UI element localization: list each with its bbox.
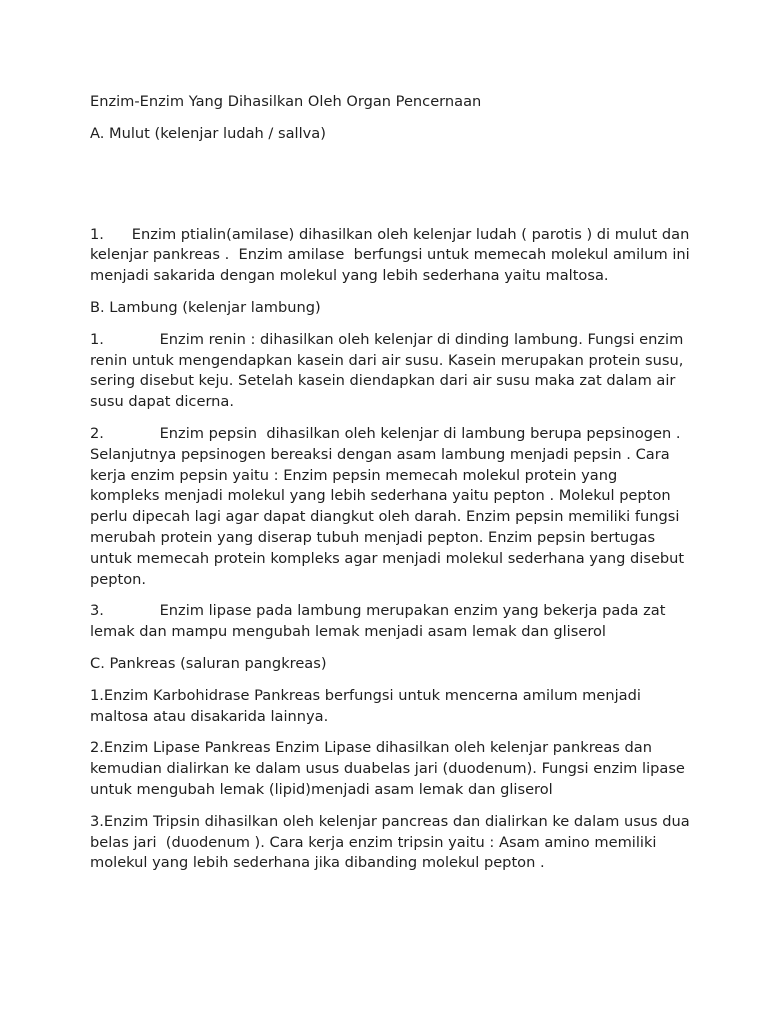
section-c-item-1: 1.Enzim Karbohidrase Pankreas berfungsi untuk mencerna amilum menjadi maltosa atau disakarida lainnya. xyxy=(90,686,646,725)
section-b-heading: B. Lambung (kelenjar lambung) xyxy=(90,298,321,316)
section-c-item-3: 3.Enzim Tripsin dihasilkan oleh kelenjar pancreas dan dialirkan ke dalam usus dua belas jari (duodenum ). Cara kerja enzim tripsin yaitu : Asam amino memiliki molekul yang lebih sederhana jika dibanding molekul pepton . xyxy=(90,812,695,872)
section-a-item-1: 1. Enzim ptialin(amilase) dihasilkan oleh kelenjar ludah ( parotis ) di mulut dan kelenjar pankreas . Enzim amilase berfungsi untuk memecah molekul amilum ini menjadi sakarida dengan molekul yang lebih sederhana yaitu maltosa. xyxy=(90,225,695,285)
blank-spacer xyxy=(90,156,690,225)
document-title: Enzim-Enzim Yang Dihasilkan Oleh Organ Pencernaan xyxy=(90,93,482,110)
section-c-item-2: 2.Enzim Lipase Pankreas Enzim Lipase dihasilkan oleh kelenjar pankreas dan kemudian dialirkan ke dalam usus duabelas jari (duodenum). Fungsi enzim lipase untuk mengubah lemak (lipid)menjadi asam lemak dan gliserol xyxy=(90,739,690,798)
section-a-heading: A. Mulut (kelenjar ludah / sallva) xyxy=(90,124,326,142)
section-b-item-1: 1. Enzim renin : dihasilkan oleh kelenjar di dinding lambung. Fungsi enzim renin untuk mengendapkan kasein dari air susu. Kasein merupakan protein susu, sering disebut keju. Setelah kasein diendapkan dari air susu maka zat dalam air susu dapat dicerna. xyxy=(90,330,688,411)
section-b-item-3: 3. Enzim lipase pada lambung merupakan enzim yang bekerja pada zat lemak dan mampu mengubah lemak menjadi asam lemak dan gliserol xyxy=(90,602,671,641)
document-page xyxy=(90,92,695,885)
section-b-item-2: 2. Enzim pepsin dihasilkan oleh kelenjar di lambung berupa pepsinogen . Selanjutnya pepsinogen bereaksi dengan asam lambung menjadi pepsin . Cara kerja enzim pepsin yaitu : Enzim pepsin memecah molekul protein yang kompleks menjadi molekul yang lebih sederhana yaitu pepton . Molekul pepton perlu dipecah lagi agar dapat diangkut oleh darah. Enzim pepsin memiliki fungsi merubah protein yang diserap tubuh menjadi pepton. Enzim pepsin bertugas untuk memecah protein kompleks agar menjadi molekul sederhana yang disebut pepton. xyxy=(90,424,689,588)
section-c-heading: C. Pankreas (saluran pangkreas) xyxy=(90,654,327,672)
